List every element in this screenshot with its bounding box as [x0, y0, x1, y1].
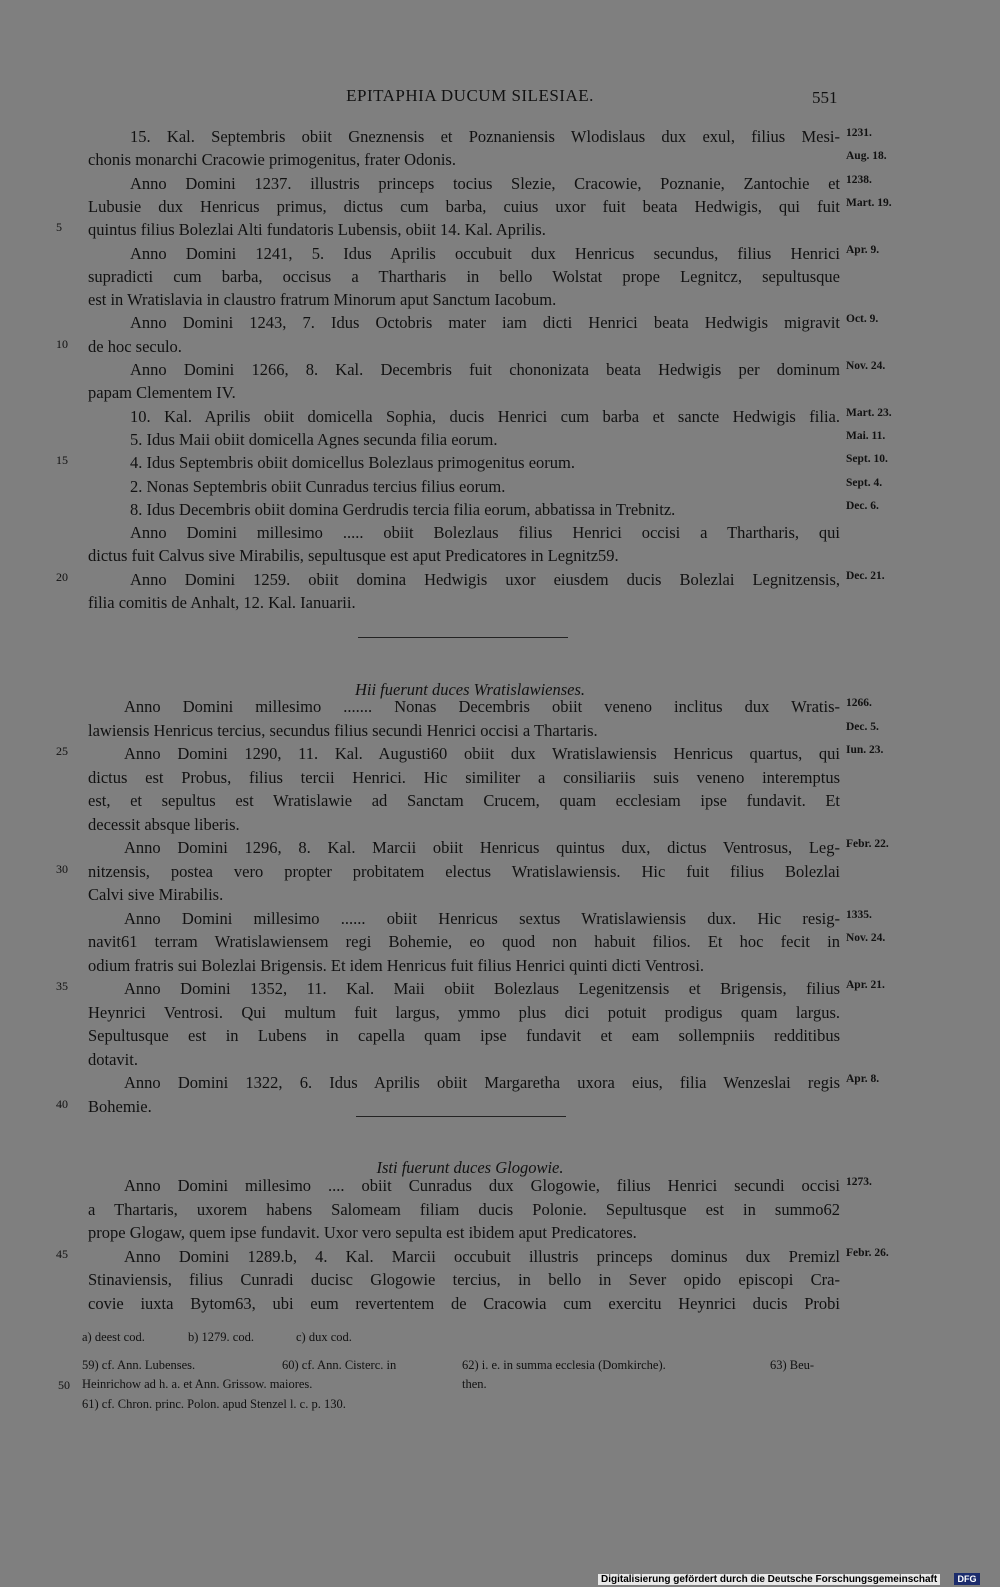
footnote-62-continued: then. [462, 1377, 487, 1391]
line-text: Anno Domini 1259. obiit domina Hedwigis uxor eiusdem ducis Bolezlai Legnitzensis, [130, 569, 840, 589]
margin-date: Apr. 9. [846, 243, 880, 256]
margin-date: Dec. 21. [846, 569, 885, 582]
line-text: Bohemie. [88, 1096, 152, 1116]
line-text: 4. Idus Septembris obiit domicellus Bolezlaus primogenitus eorum. [130, 453, 575, 473]
line-text: dotavit. [88, 1049, 138, 1069]
textual-note-a: a) deest cod. [82, 1330, 145, 1344]
line-number: 5 [56, 220, 62, 235]
line-text: papam Clementem IV. [88, 383, 236, 403]
line-text: nitzensis, postea vero propter probitatem electus Wratislawiensis. Hic fuit filius Bolezlai [88, 861, 840, 881]
line-text: quintus filius Bolezlai Alti fundatoris Lubensis, obiit 14. Kal. Aprilis. [88, 220, 546, 240]
line-text: odium fratris sui Bolezlai Brigensis. Et idem Henricus fuit filius Henrici quinti dicti Ventrosi. [88, 955, 705, 975]
margin-date: 1266. [846, 697, 872, 709]
line-number: 20 [56, 569, 68, 584]
margin-date: Febr. 22. [846, 838, 889, 850]
line-text: lawiensis Henricus tercius, secundus filius secundi Henrici occisi a Thartaris. [88, 720, 598, 740]
line-text: Lubusie dux Henricus primus, dictus cum barba, cuius uxor fuit beata Hedwigis, qui fuit [88, 196, 840, 216]
line-number: 35 [56, 979, 68, 993]
line-text: Anno Domini millesimo ...... obiit Henricus sextus Wratislawiensis dux. Hic resig- [124, 908, 840, 928]
line-text: Anno Domini millesimo ..... obiit Bolezlaus filius Henrici occisi a Thartharis, qui [130, 523, 840, 543]
footnote-63: 63) Beu- [770, 1358, 815, 1372]
line-text: 2. Nonas Septembris obiit Cunradus tercius filius eorum. [130, 476, 506, 496]
line-text: Anno Domini 1237. illustris princeps tocius Slezie, Cracowie, Poznanie, Zantochie et [130, 173, 840, 193]
digitization-banner: Digitalisierung gefördert durch die Deutsche Forschungsgemeinschaft [598, 1574, 940, 1585]
line-text: de hoc seculo. [88, 336, 182, 356]
line-text: filia comitis de Anhalt, 12. Kal. Ianuarii. [88, 593, 356, 612]
line-text: Anno Domini 1266, 8. Kal. Decembris fuit chononizata beata Hedwigis per dominum [130, 360, 840, 379]
line-number: 40 [56, 1096, 68, 1111]
line-text: prope Glogaw, quem ipse fundavit. Uxor vero sepulta est ibidem aput Predicatores. [88, 1223, 637, 1242]
margin-date: Oct. 9. [846, 313, 879, 326]
line-text: Stinaviensis, filius Cunradi ducisc Glogowie tercius, in bello in Sever opido episcopi Cra- [88, 1270, 840, 1289]
line-text: dictus fuit Calvus sive Mirabilis, sepultusque est aput Predicatores in Legnitz59. [88, 546, 619, 566]
line-text: Anno Domini 1352, 11. Kal. Maii obiit Bolezlaus Legenitzensis et Brigensis, filius [124, 979, 840, 998]
line-text: 15. Kal. Septembris obiit Gneznensis et Poznaniensis Wlodislaus dux exul, filius Mesi- [130, 127, 840, 146]
footnote-62: 62) i. e. in summa ecclesia (Domkirche). [462, 1358, 666, 1372]
line-number: 10 [56, 336, 68, 351]
margin-date: Apr. 8. [846, 1073, 880, 1085]
margin-date: Nov. 24. [846, 360, 886, 372]
line-number: 25 [56, 744, 68, 758]
line-text: navit61 terram Wratislawiensem regi Bohemie, eo quod non habuit filios. Et hoc fecit in [88, 932, 840, 951]
margin-date: Mart. 19. [846, 196, 892, 209]
line-number-50: 50 [58, 1378, 70, 1392]
line-number: 45 [56, 1246, 68, 1261]
margin-date: Mai. 11. [846, 429, 886, 442]
line-text: dictus est Probus, filius tercii Henrici. Hic similiter a consiliariis suis veneno interemptus [88, 767, 840, 787]
footnote-61: 61) cf. Chron. princ. Polon. apud Stenzel l. c. p. 130. [82, 1397, 346, 1411]
line-text: covie iuxta Bytom63, ubi eum revertentem de Cracowia cum exercitu Heynrici ducis Probi [88, 1293, 840, 1313]
line-text: Anno Domini 1322, 6. Idus Aprilis obiit Margaretha uxora eius, filia Wenzeslai regis [124, 1073, 840, 1092]
section-divider [358, 637, 568, 638]
line-number: 30 [56, 861, 68, 876]
line-text: Anno Domini millesimo ....... Nonas Decembris obiit veneno inclitus dux Wratis- [124, 697, 840, 716]
margin-date: Mart. 23. [846, 406, 892, 419]
textual-note-c: c) dux cod. [296, 1330, 352, 1344]
line-text: Anno Domini 1243, 7. Idus Octobris mater iam dicti Henrici beata Hedwigis migravit [130, 313, 840, 333]
margin-date: Nov. 24. [846, 932, 886, 944]
section-divider [356, 1116, 566, 1117]
line-text: 5. Idus Maii obiit domicella Agnes secunda filia eorum. [130, 429, 498, 449]
line-text: chonis monarchi Cracowie primogenitus, frater Odonis. [88, 150, 456, 170]
line-text: Anno Domini 1296, 8. Kal. Marcii obiit Henricus quintus dux, dictus Ventrosus, Leg- [124, 838, 840, 857]
margin-date: Aug. 18. [846, 150, 887, 163]
line-text: 10. Kal. Aprilis obiit domicella Sophia, ducis Henrici cum barba et sancte Hedwigis filia. [130, 406, 840, 426]
margin-date: Febr. 26. [846, 1246, 889, 1259]
margin-date: Sept. 10. [846, 453, 888, 466]
line-text: 8. Idus Decembris obiit domina Gerdrudis tercia filia eorum, abbatissa in Trebnitz. [130, 499, 676, 519]
line-text: Anno Domini millesimo .... obiit Cunradus dux Glogowie, filius Henrici secundi occisi [124, 1176, 840, 1195]
dfg-logo: DFG [954, 1573, 980, 1585]
line-text: Anno Domini 1289.b, 4. Kal. Marcii occubuit illustris princeps dominus dux Premizl [124, 1246, 840, 1266]
footnote-60-continued: Heinrichow ad h. a. et Ann. Grissow. maiores. [82, 1377, 313, 1391]
margin-date: 1238. [846, 173, 872, 186]
page-number: 551 [812, 88, 838, 107]
line-number: 15 [56, 453, 68, 468]
section-title-wratislavia: Hii fuerunt duces Wratislawienses. [354, 680, 586, 699]
page-header-title: EPITAPHIA DUCUM SILESIAE. [346, 86, 594, 105]
margin-date: 1335. [846, 908, 872, 921]
textual-note-b: b) 1279. cod. [188, 1330, 254, 1344]
margin-date: Apr. 21. [846, 979, 885, 991]
footnote-60: 60) cf. Ann. Cisterc. in [282, 1358, 397, 1372]
line-text: a Thartaris, uxorem habens Salomeam filiam ducis Polonie. Sepultusque est in summo62 [88, 1199, 840, 1219]
line-text: est in Wratislavia in claustro fratrum Minorum aput Sanctum Iacobum. [88, 290, 557, 310]
line-text: est, et sepultus est Wratislawie ad Sanctam Crucem, quam ecclesiam ipse fundavit. Et [88, 791, 840, 810]
margin-date: 1273. [846, 1176, 872, 1188]
footnote-59: 59) cf. Ann. Lubenses. [82, 1358, 196, 1372]
section-title-glogovia: Isti fuerunt duces Glogowie. [376, 1158, 564, 1177]
margin-date: Iun. 23. [846, 744, 884, 756]
margin-date: Dec. 5. [846, 720, 879, 733]
margin-date: Sept. 4. [846, 476, 883, 489]
line-text: decessit absque liberis. [88, 814, 240, 834]
margin-date: Dec. 6. [846, 499, 879, 512]
line-text: Calvi sive Mirabilis. [88, 885, 224, 904]
line-text: Heynrici Ventrosi. Qui multum fuit largus, ymmo plus dici potuit prodigus quam largus. [88, 1002, 840, 1022]
line-text: Sepultusque est in Lubens in capella quam ipse fundavit et eam sollempniis redditibus [88, 1026, 840, 1045]
line-text: Anno Domini 1290, 11. Kal. Augusti60 obiit dux Wratislawiensis Henricus quartus, qui [124, 744, 840, 763]
line-text: Anno Domini 1241, 5. Idus Aprilis occubuit dux Henricus secundus, filius Henrici [130, 243, 840, 263]
line-text: supradicti cum barba, occisus a Thartharis in bello Wolstat prope Legnitcz, sepultusque [88, 266, 840, 286]
margin-date: 1231. [846, 127, 872, 139]
